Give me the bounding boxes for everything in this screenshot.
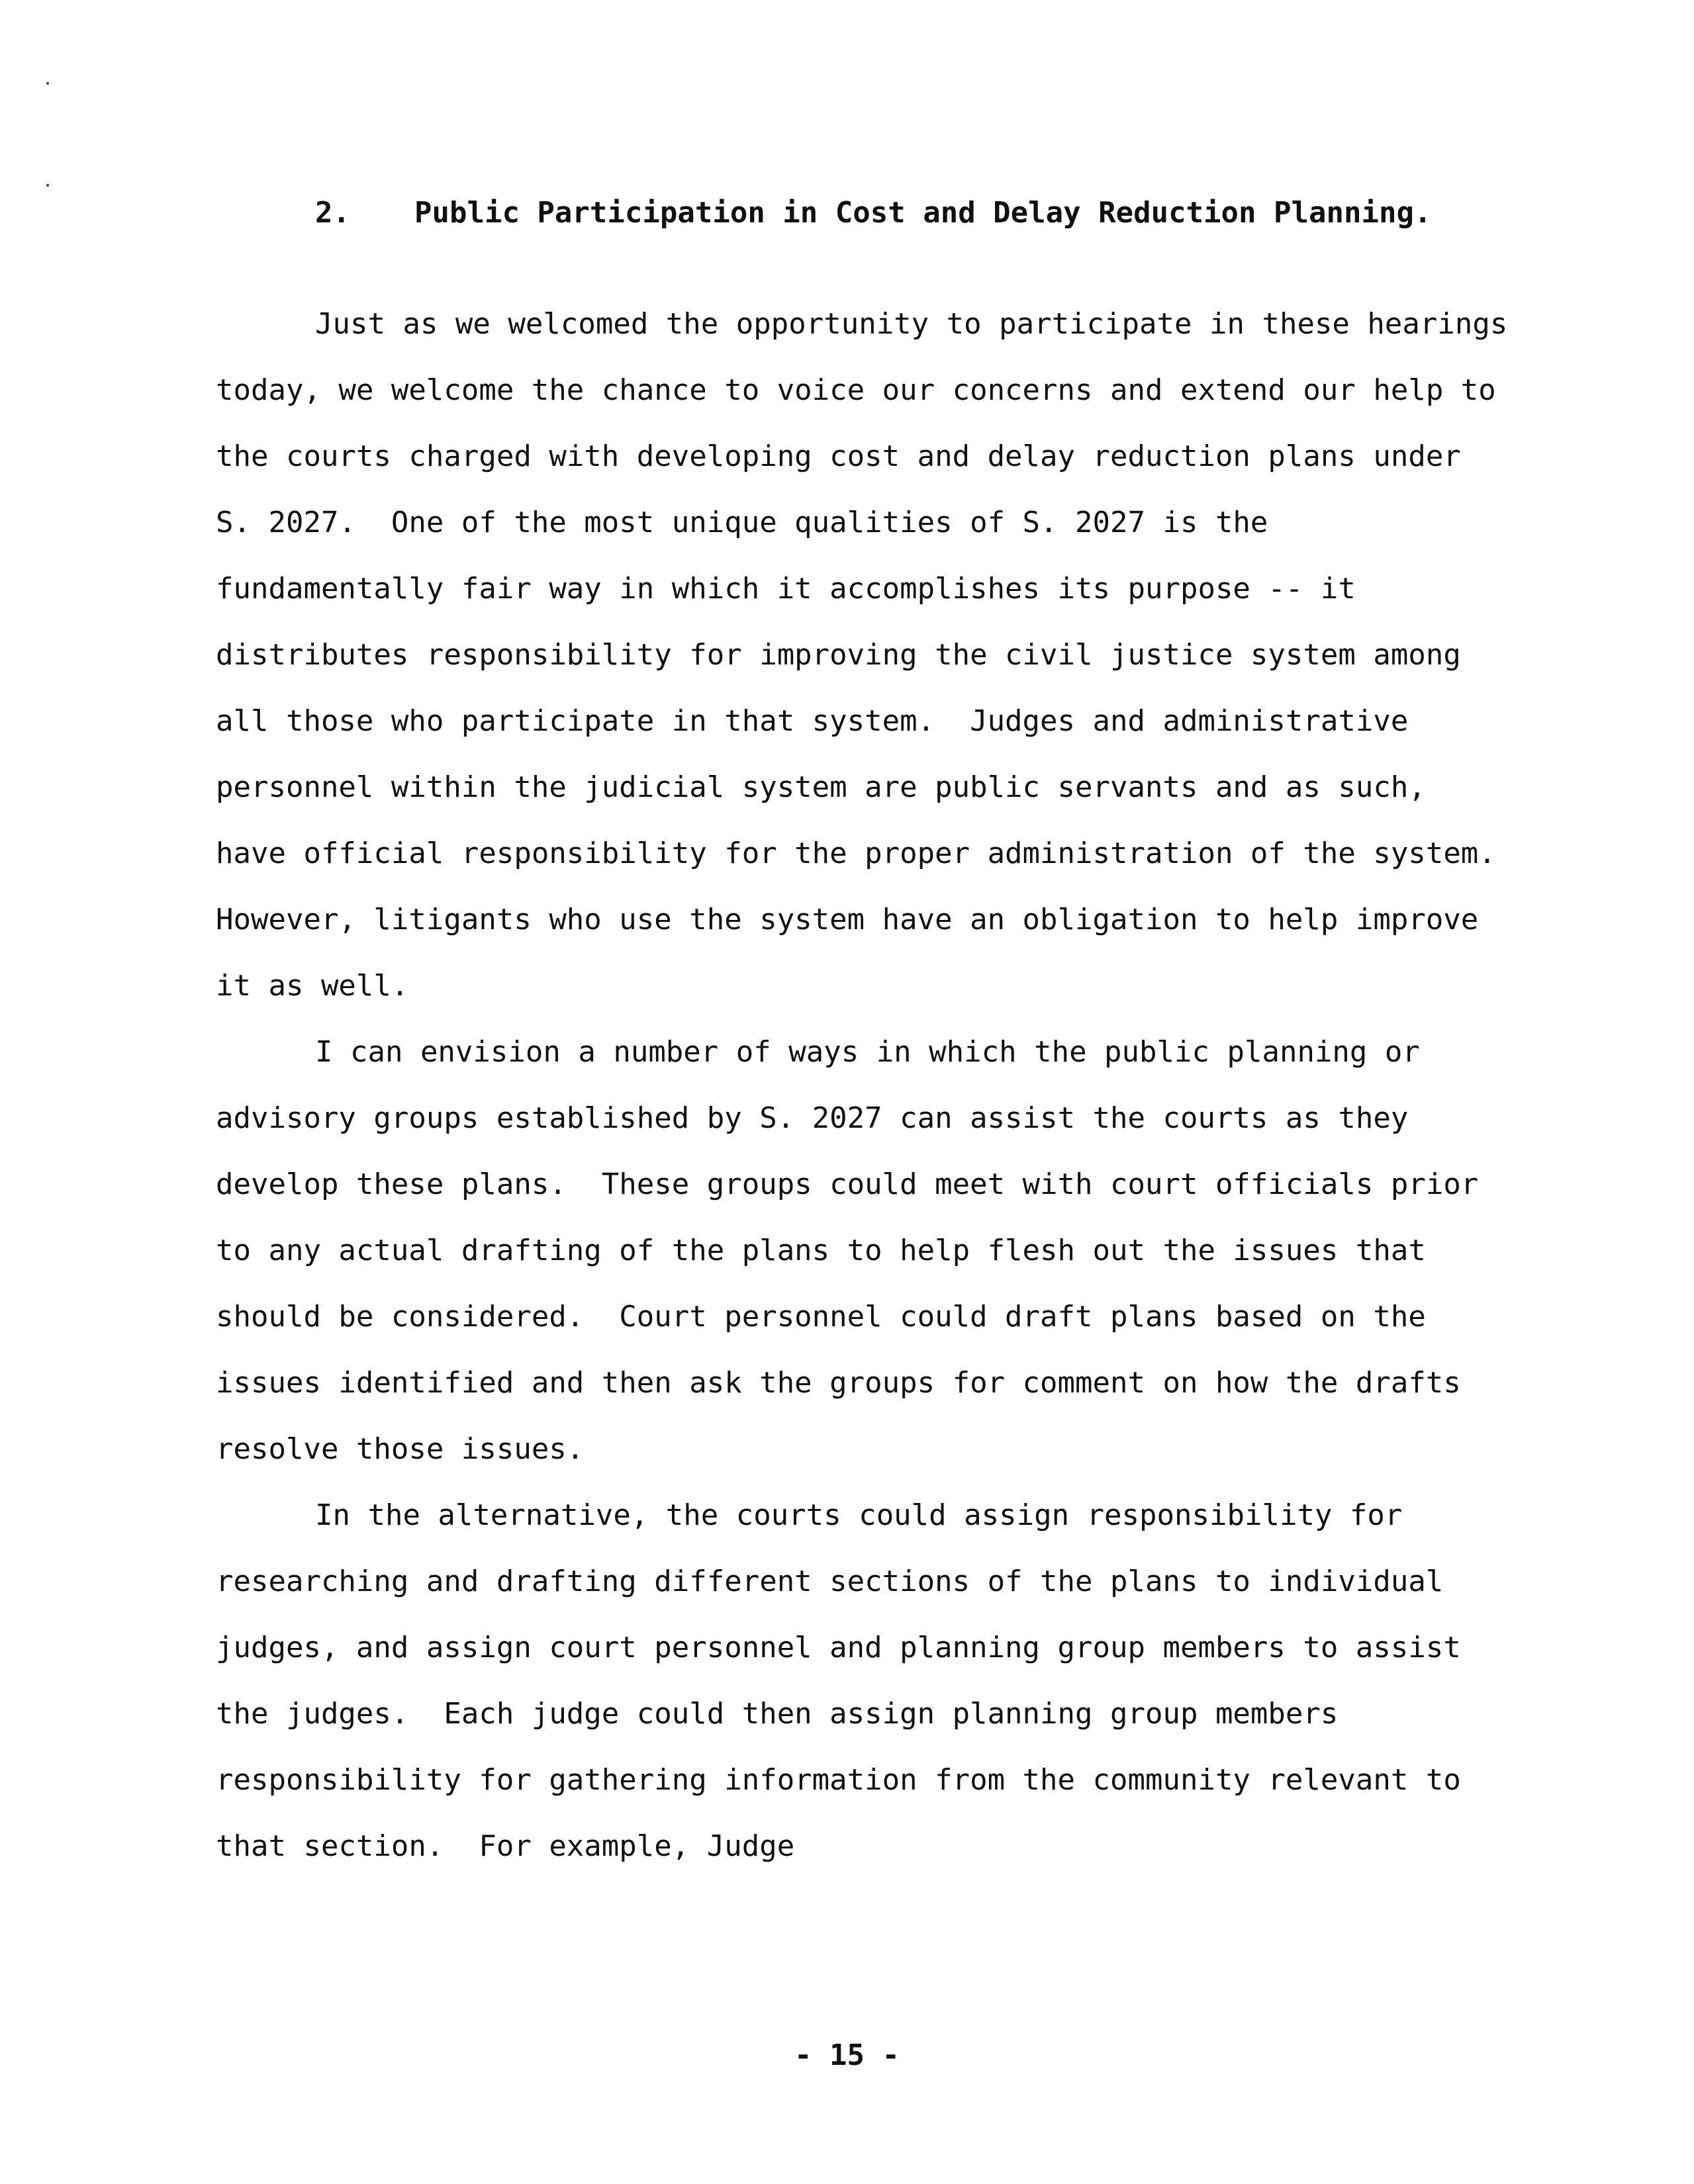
scan-speck (46, 82, 49, 85)
paragraph-1: Just as we welcomed the opportunity to participate in these hearings today, we welcome the chance to voice our concerns and extend our help to the courts charged with developing cost and delay reduction plans under S. 2027. One of the most unique qualities of S. 2027 is the fundamentally fair way in which it accomplishes its purpose -- it distributes responsibility for improving the civil justice system among all those who participate in that system. Judges and administrative personnel within the judicial system are public servants and as such, have official responsibility for the proper administration of the system. However, litigants who use the system have an obligation to help improve it as well. (216, 307, 1531, 1003)
paragraph-2: I can envision a number of ways in which the public planning or advisory groups established by S. 2027 can assist the courts as they develop these plans. These groups could meet with court officials prior to any actual drafting of the plans to help flesh out the issues that should be considered. Court personnel could draft plans based on the issues identified and then ask the groups for comment on how the drafts resolve those issues. (216, 1035, 1496, 1466)
section-heading (315, 196, 1474, 230)
section-title: Public Participation in Cost and Delay Reduction Planning. (414, 196, 1432, 230)
body-text (216, 291, 1531, 1880)
page-number: - 15 - (794, 2038, 900, 2072)
scan-speck (46, 184, 49, 187)
paragraph-3: In the alternative, the courts could assign responsibility for researching and drafting different sections of the plans to individual judges, and assign court personnel and planning group members to assist the judges. Each judge could then assign planning group members responsibility for gathering information from the community relevant to that section. For example, Judge (216, 1498, 1479, 1863)
section-number: 2. (315, 196, 350, 230)
